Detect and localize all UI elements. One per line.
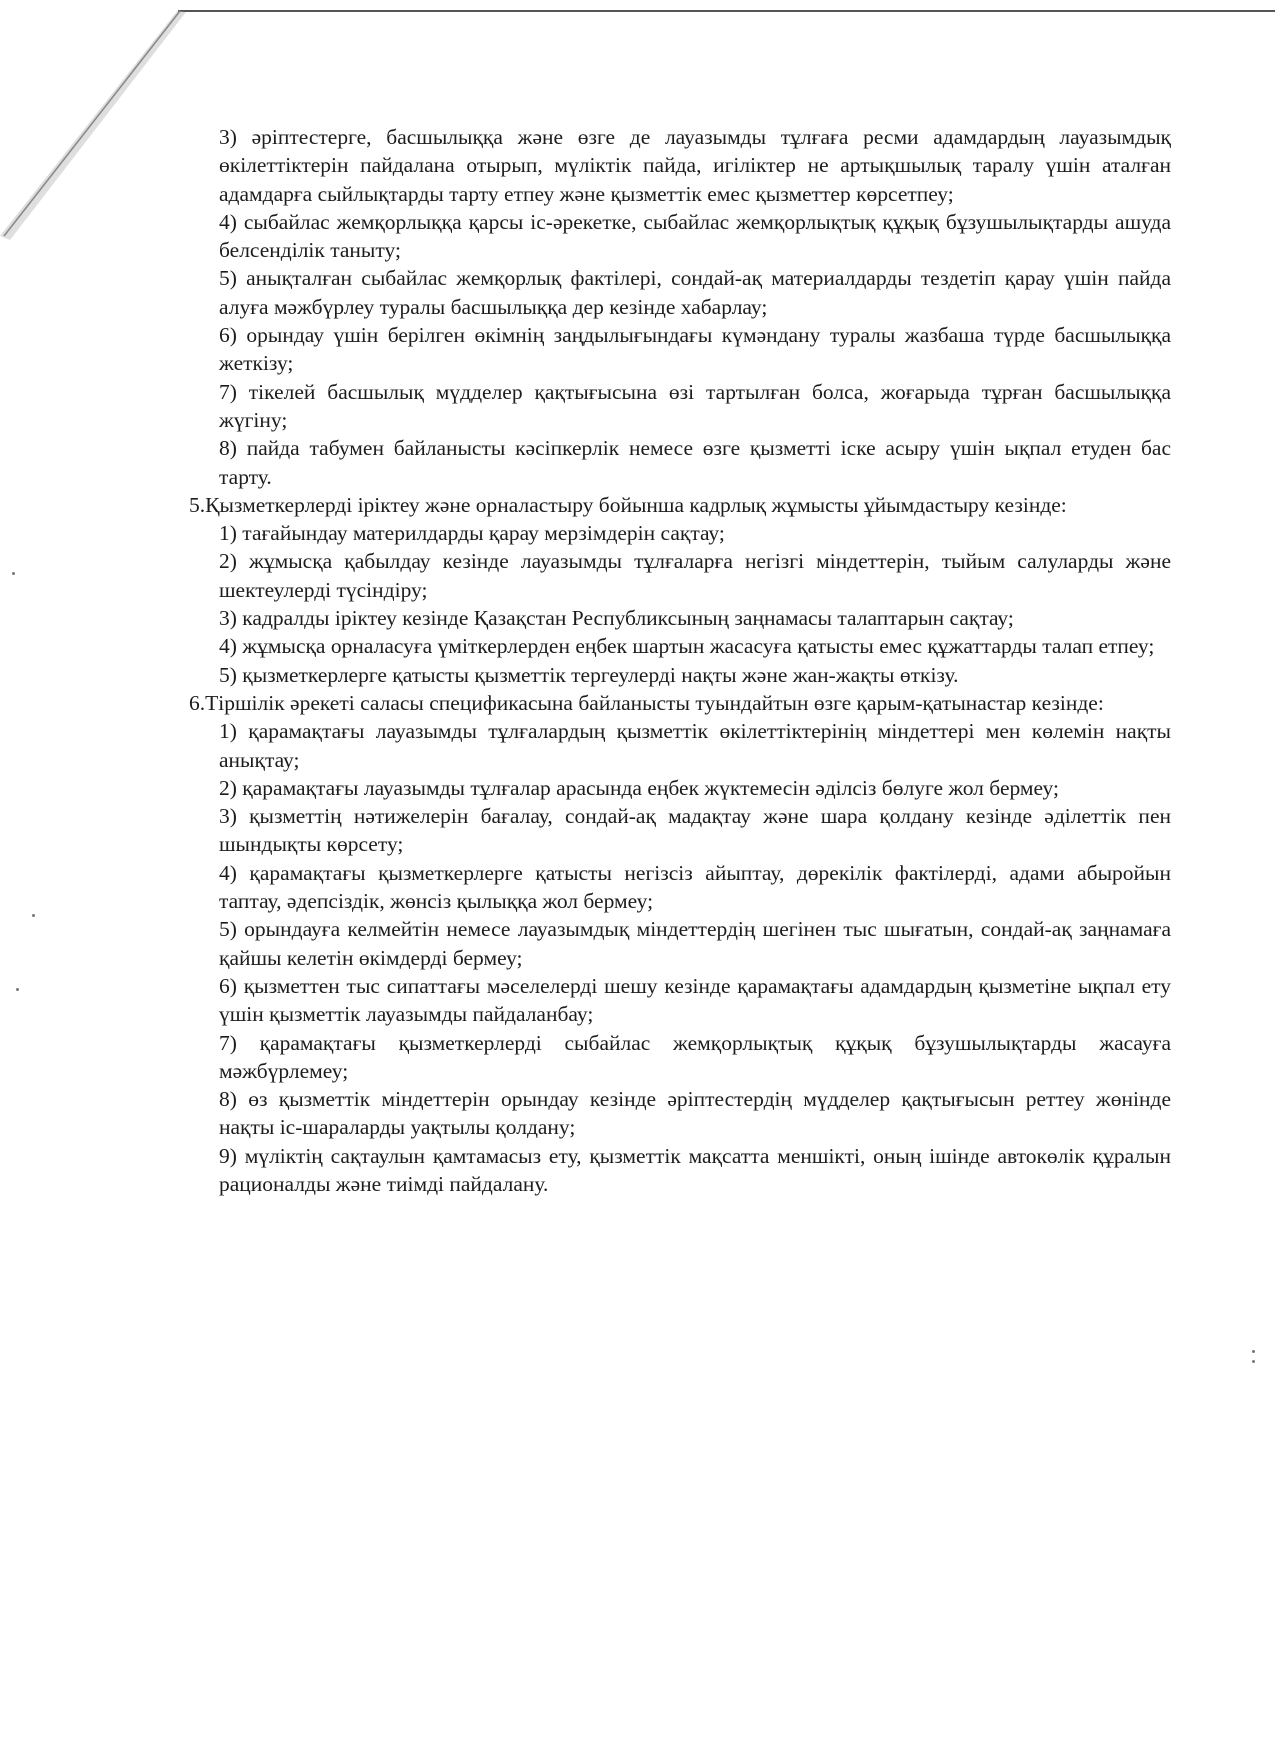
list-item: 7) қарамақтағы қызметкерлерді сыбайлас жемқорлықтық құқық бұзушылықтарды жасауға мәжбүрлемеу; <box>219 1030 1171 1083</box>
list-item: 1) қарамақтағы лауазымды тұлғалардың қызметтік өкілеттіктерінің міндеттері мен көлемін нақты анықтау; <box>219 719 1171 772</box>
scan-speck <box>1252 1360 1255 1363</box>
document-body <box>189 123 1171 1198</box>
section-6-heading: 6.Тіршілік әрекеті саласы спецификасына байланысты туындайтын өзге қарым-қатынастар кезінде: <box>189 690 1104 715</box>
list-item: 7) тікелей басшылық мүдделер қақтығысына өзі тартылған болса, жоғарыда тұрған басшылыққа жүгіну; <box>219 379 1171 432</box>
list-item: 6) орындау үшін берілген өкімнің заңдылығындағы күмәндану туралы жазбаша түрде басшылыққа жеткізу; <box>219 323 1171 376</box>
list-item: 1) тағайындау материлдарды қарау мерзімдерін сақтау; <box>219 521 725 546</box>
list-item: 8) өз қызметтік міндеттерін орындау кезінде әріптестердің мүдделер қақтығысын реттеу жөнінде нақты іс-шараларды уақтылы қолдану; <box>219 1087 1171 1140</box>
list-item: 8) пайда табумен байланысты кәсіпкерлік немесе өзге қызметті іске асыру үшін ықпал етуден бас тарту. <box>219 436 1171 489</box>
list-item: 5) анықталған сыбайлас жемқорлық фактілері, сондай-ақ материалдарды тездетіп қарау үшін пайда алуға мәжбүрлеу туралы басшылыққа дер кезінде хабарлау; <box>219 266 1171 319</box>
list-item: 4) сыбайлас жемқорлыққа қарсы іс-әрекетке, сыбайлас жемқорлықтық құқық бұзушылықтарды ашуда белсенділік таныту; <box>219 209 1171 263</box>
scan-speck <box>16 988 19 991</box>
list-item: 9) мүліктің сақтаулын қамтамасыз ету, қызметтік мақсатта меншікті, оның ішінде автокөлік құралын рационалды және тиімді пайдалану. <box>219 1143 1171 1196</box>
list-item: 6) қызметтен тыс сипаттағы мәселелерді шешу кезінде қарамақтағы адамдардың қызметіне ықпал ету үшін қызметтік лауазымды пайдаланбау; <box>219 973 1171 1027</box>
scan-speck <box>1252 1350 1255 1353</box>
list-item: 2) қарамақтағы лауазымды тұлғалар арасында еңбек жүктемесін әділсіз бөлуге жол бермеу; <box>219 775 1059 800</box>
scan-speck <box>32 914 35 917</box>
list-item: 3) қызметтің нәтижелерін бағалау, сондай-ақ мадақтау және шара қолдану кезінде әділеттік пен шындықты көрсету; <box>219 804 1171 857</box>
list-item: 3) кадралды іріктеу кезінде Қазақстан Республиксының заңнамасы талаптарын сақтау; <box>219 606 1014 631</box>
list-item: 3) әріптестерге, басшылыққа және өзге де лауазымды тұлғаға ресми адамдардың лауазымдық өкілеттіктерін пайдалана отырып, мүліктік пайда, игіліктер не артықшылық таралу үшін аталған адамдарға сыйлықтарды тарту етпеу және қызметтік емес қызметтер көрсетпеу; <box>219 125 1171 206</box>
section-5-heading: 5.Қызметкерлерді іріктеу және орналастыру бойынша кадрлық жұмысты ұйымдастыру кезінде: <box>189 492 1067 517</box>
list-item: 4) жұмысқа орналасуға үміткерлерден еңбек шартын жасасуға қатысты емес құжаттарды талап етпеу; <box>219 634 1155 659</box>
list-item: 5) қызметкерлерге қатысты қызметтік тергеулерді нақты және жан-жақты өткізу. <box>219 662 959 687</box>
list-item: 5) орындауға келмейтін немесе лауазымдық міндеттердің шегінен тыс шығатын, сондай-ақ заңнамаға қайшы келетін өкімдерді бермеу; <box>219 917 1171 970</box>
scan-speck <box>12 572 15 575</box>
list-item: 2) жұмысқа қабылдау кезінде лауазымды тұлғаларға негізгі міндеттерін, тыйым салуларды және шектеулерді түсіндіру; <box>219 549 1171 602</box>
list-item: 4) қарамақтағы қызметкерлерге қатысты негізсіз айыптау, дөрекілік фактілерді, адами абыройын таптау, әдепсіздік, жөнсіз қылыққа жол бермеу; <box>219 860 1171 914</box>
